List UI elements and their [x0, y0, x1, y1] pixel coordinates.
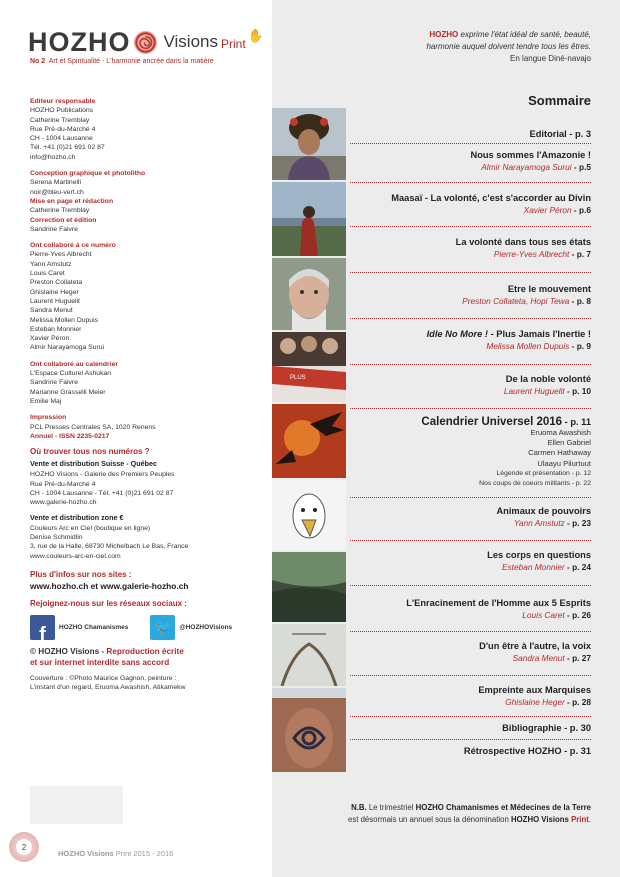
credit-line: HOZHO Visions - Galerie des Premiers Peuples: [30, 471, 175, 479]
thumb-amazonie: [272, 108, 346, 180]
credit-line: Marianne Grasselli Meier: [30, 388, 106, 396]
toc-entry[interactable]: [502, 722, 591, 734]
nb-text: Le trimestriel: [366, 803, 416, 812]
toc-entry[interactable]: [470, 149, 591, 173]
social-heading: Rejoignez-nous sur les réseaux sociaux :: [30, 599, 187, 609]
issn: Annuel - ISSN 2235-0217: [30, 432, 110, 440]
facebook-icon[interactable]: f: [30, 615, 55, 640]
credit-line: Rue Pré-du-Marché 4: [30, 125, 96, 133]
thumb-eagle-painting: [272, 404, 346, 478]
toc-entry[interactable]: [456, 236, 591, 260]
credit-line: HOZHO Publications: [30, 107, 94, 115]
divider: [350, 675, 591, 676]
hand-icon: ✋: [247, 28, 264, 43]
toc-title: L'Enracinement de l'Homme aux 5 Esprits: [406, 598, 591, 608]
credit-heading: Vente et distribution zone €: [30, 512, 124, 522]
nb-print: Print: [571, 815, 589, 824]
twitter-icon[interactable]: 🐦: [150, 615, 175, 640]
footer-brand: HOZHO Visions: [58, 849, 114, 858]
toc-author: Pierre-Yves Albrecht: [493, 249, 570, 259]
toc-author: Preston Collateta, Hopi Tewa: [462, 296, 570, 306]
toc-title: - Plus Jamais l'Inertie !: [488, 329, 591, 339]
credit-line: PCL Presses Centrales SA, 1020 Renens: [30, 423, 156, 431]
footer-rest: Print 2015 - 2016: [113, 849, 174, 858]
cover-credit: [30, 674, 262, 692]
copyright-notice: Reproduction écrite: [106, 647, 184, 657]
cover-line: L'instant d'un regard, Eruoma Awashish, Atikamekw: [30, 684, 186, 692]
toc-entry[interactable]: [487, 549, 591, 573]
divider: [350, 143, 591, 144]
toc-title: Animaux de pouvoirs: [496, 506, 591, 516]
toc-author: Esteban Monnier: [501, 562, 565, 572]
credit-line: Tél. +41 (0)21 691 02 87: [30, 144, 105, 152]
toc-page: - p. 7: [569, 249, 591, 259]
issue-line: [30, 58, 214, 65]
thumb-maasai: [272, 182, 346, 256]
toc-title: Nous sommes l'Amazonie !: [470, 150, 591, 160]
credit-line: Melissa Mollen Dupuis: [30, 316, 98, 324]
credit-line: Couleurs Arc en Ciel (boutique en ligne): [30, 524, 151, 532]
toc-page: - p. 26: [564, 610, 591, 620]
credit-line: Sandra Menut: [30, 307, 73, 315]
toc-entry[interactable]: [496, 505, 591, 529]
credit-heading: Ont collaboré au calendrier: [30, 360, 119, 368]
email-link[interactable]: info@hozho.ch: [30, 153, 76, 161]
thumb-bird-voice: [272, 688, 346, 698]
logo-print: Print: [221, 37, 246, 51]
toc-entry[interactable]: [479, 640, 591, 664]
where-heading: Où trouver tous nos numéros ?: [30, 447, 150, 457]
thumb-marquises: [272, 698, 346, 772]
credit-heading: Correction et édition: [30, 216, 97, 224]
credit-line: Pierre-Yves Albrecht: [30, 251, 92, 259]
toc-entry[interactable]: [504, 373, 591, 397]
divider: [350, 408, 591, 409]
toc-page: - p. 23: [564, 518, 591, 528]
toc-author: Ghislaine Heger: [505, 697, 565, 707]
sites-links[interactable]: www.hozho.ch et www.galerie-hozho.ch: [30, 581, 189, 592]
credit-line: Catherine Tremblay: [30, 207, 90, 215]
credit-line: Preston Collateta: [30, 279, 83, 287]
toc-entry[interactable]: [530, 128, 591, 140]
toc-title-italic: Idle No More !: [426, 329, 489, 339]
social-row: [30, 614, 262, 646]
page-number: 2: [16, 839, 32, 855]
divider: [350, 497, 591, 498]
toc-title: D'un être à l'autre, la voix: [479, 641, 591, 651]
toc-title: Rétrospective HOZHO: [463, 746, 562, 756]
credit-line: Catherine Tremblay: [30, 116, 90, 124]
credit-line: Laurent Huguelit: [30, 297, 80, 305]
toc-title: Maasaï - La volonté, c'est s'accorder au Divin: [391, 193, 591, 203]
divider: [350, 226, 591, 227]
toc-title: Les corps en questions: [487, 550, 591, 560]
credit-line: Almir Narayamoga Surui: [30, 344, 105, 352]
logo-visions: Visions: [163, 32, 218, 51]
credit-heading: Impression: [30, 414, 67, 422]
facebook-label[interactable]: HOZHO Chamanismes: [59, 623, 129, 631]
footer: [58, 849, 173, 858]
toc-title: De la noble volonté: [505, 374, 591, 384]
page-number-badge: [9, 832, 39, 862]
motto-line-2: harmonie auquel doivent tendre tous les êtres.: [426, 42, 591, 51]
credit-line: L'Espace Culturel Ashukan: [30, 370, 112, 378]
toc-title: Bibliographie: [502, 723, 562, 733]
toc-entry[interactable]: [464, 745, 591, 757]
toc-author: Xavier Péron: [523, 205, 572, 215]
website-link[interactable]: www.couleurs-arc-en-ciel.com: [30, 552, 121, 560]
toc-author: Sandra Menut: [512, 653, 565, 663]
nb-dot: .: [588, 815, 591, 824]
credit-line: CH - 1004 Lausanne: [30, 135, 93, 143]
issue-number: No 2: [30, 58, 46, 65]
divider: [350, 272, 591, 273]
credit-line: Emilie Maj: [30, 397, 62, 405]
calendar-sub: Légende et présentation - p. 12: [496, 469, 591, 477]
credit-line: Yann Amstutz: [30, 260, 72, 268]
toc-page: - p. 27: [564, 653, 591, 663]
credit-line: Rue Pré-du-Marché 4: [30, 480, 96, 488]
credit-line: Esteban Monnier: [30, 325, 82, 333]
thumb-roots: [272, 624, 346, 686]
calendar-artist: Eruoma Awashish: [530, 428, 591, 437]
toc-title: Editorial: [529, 129, 567, 139]
website-link[interactable]: www.galerie-hozho.ch: [30, 499, 97, 507]
calendar-artist: Ellen Gabriel: [547, 438, 591, 448]
toc-title: Empreinte aux Marquises: [478, 685, 591, 695]
toc-entry[interactable]: [478, 684, 591, 708]
divider: [350, 182, 591, 183]
logo: [28, 26, 264, 58]
credit-line: Denise Schmidlin: [30, 534, 83, 542]
motto-lang: En langue Diné-navajo: [510, 54, 591, 63]
spiral-icon: [133, 30, 158, 55]
nb-old-title: HOZHO Chamanismes et Médecines de la Terre: [415, 803, 591, 812]
divider: [350, 716, 591, 717]
divider: [350, 631, 591, 632]
credit-heading: Vente et distribution Suisse - Québec: [30, 459, 158, 469]
toc-author: Laurent Huguelit: [503, 386, 565, 396]
credit-line: Xavier Péron: [30, 335, 70, 343]
divider: [350, 318, 591, 319]
toc-title: La volonté dans tous ses états: [455, 237, 591, 247]
credits-column: [0, 0, 272, 877]
toc-entry[interactable]: [462, 283, 591, 307]
calendar-sub: Nos coups de coeurs militants - p. 22: [479, 479, 591, 487]
toc-author: Melissa Mollen Dupuis: [486, 341, 570, 351]
credit-line: Serena Martinelli: [30, 179, 81, 187]
copyright-notice-2: et sur internet interdite sans accord: [30, 657, 170, 667]
credit-line: Louis Caret: [30, 270, 65, 278]
toc-entry[interactable]: [427, 328, 591, 352]
toc-page: - p. 10: [564, 386, 591, 396]
nb-note: [348, 802, 591, 826]
toc-page: - p. 11: [562, 417, 591, 427]
nb-new-title: HOZHO Visions: [510, 815, 572, 824]
toc-author: Almir Narayamoga Surui: [481, 162, 572, 172]
svg-text:PLUS: PLUS: [290, 375, 306, 381]
toc-page: - p.6: [571, 205, 591, 215]
divider: [350, 585, 591, 586]
toc-entry-calendrier[interactable]: [421, 416, 591, 489]
motto: [426, 29, 591, 65]
toc-page: - p. 8: [569, 296, 591, 306]
placeholder-box: [30, 786, 123, 824]
toc-title: Calendrier Universel 2016: [421, 416, 563, 428]
email-link[interactable]: noir@bleu-vert.ch: [30, 188, 84, 196]
toc-entry[interactable]: [406, 597, 591, 621]
credit-heading: Editeur responsable: [30, 98, 96, 105]
thumb-idle-no-more: [272, 332, 346, 402]
thumb-bodies: [272, 552, 346, 622]
toc-page: - p. 9: [569, 341, 591, 351]
toc-title: Etre le mouvement: [507, 284, 591, 294]
calendar-artist: Ulaayu Pilurtuut: [537, 458, 591, 468]
sommaire-title: Sommaire: [528, 93, 591, 108]
toc-page: - p. 3: [566, 129, 591, 139]
toc-page: - p. 28: [564, 697, 591, 707]
toc-page: - p. 31: [561, 746, 591, 756]
thumb-animal-drawing: [272, 480, 346, 550]
motto-brand: HOZHO: [429, 30, 459, 39]
cover-line: Couverture : ©Photo Maurice Gagnon, peinture :: [30, 675, 177, 683]
divider: [350, 739, 591, 740]
infos-heading: Plus d'infos sur nos sites :: [30, 570, 132, 580]
thumb-portrait-elder: [272, 258, 346, 330]
credit-heading: Mise en page et rédaction: [30, 197, 114, 205]
toc-page: - p. 24: [564, 562, 591, 572]
toc-page: - p. 30: [561, 723, 591, 733]
credit-line: Ghislaine Heger: [30, 288, 79, 296]
toc-author: Yann Amstutz: [513, 518, 565, 528]
logo-brand: HOZHO: [28, 26, 131, 57]
credit-line: CH - 1004 Lausanne - Tél. +41 (0)21 691 02 87: [30, 489, 174, 497]
credits-block: [30, 97, 262, 692]
divider: [350, 540, 591, 541]
divider: [350, 364, 591, 365]
nb-label: N.B.: [351, 803, 367, 812]
motto-line-1: exprime l'état idéal de santé, beauté,: [458, 30, 591, 39]
toc-page: - p.5: [571, 162, 591, 172]
nb-text-2: est désormais un annuel sous la dénomination: [348, 815, 511, 824]
credit-line: 3, rue de la Halle, 68730 Michelbach Le Bas, France: [30, 543, 189, 551]
issue-tagline: Art et Spiritualité - L'harmonie ancrée dans la matière: [48, 58, 214, 65]
twitter-label[interactable]: @HOZHOVisions: [179, 623, 233, 631]
copyright: [30, 647, 262, 668]
copyright-brand: © HOZHO Visions -: [30, 647, 107, 657]
toc-author: Louis Caret: [522, 610, 565, 620]
credit-heading: Ont collaboré à ce numéro: [30, 242, 116, 250]
credit-heading: Conception graphique et photolitho: [30, 170, 146, 178]
credit-line: Sandrine Faivre: [30, 225, 78, 233]
credit-line: Sandrine Faivre: [30, 379, 78, 387]
calendar-artist: Carmen Hathaway: [528, 448, 591, 458]
toc-entry[interactable]: [391, 192, 591, 216]
